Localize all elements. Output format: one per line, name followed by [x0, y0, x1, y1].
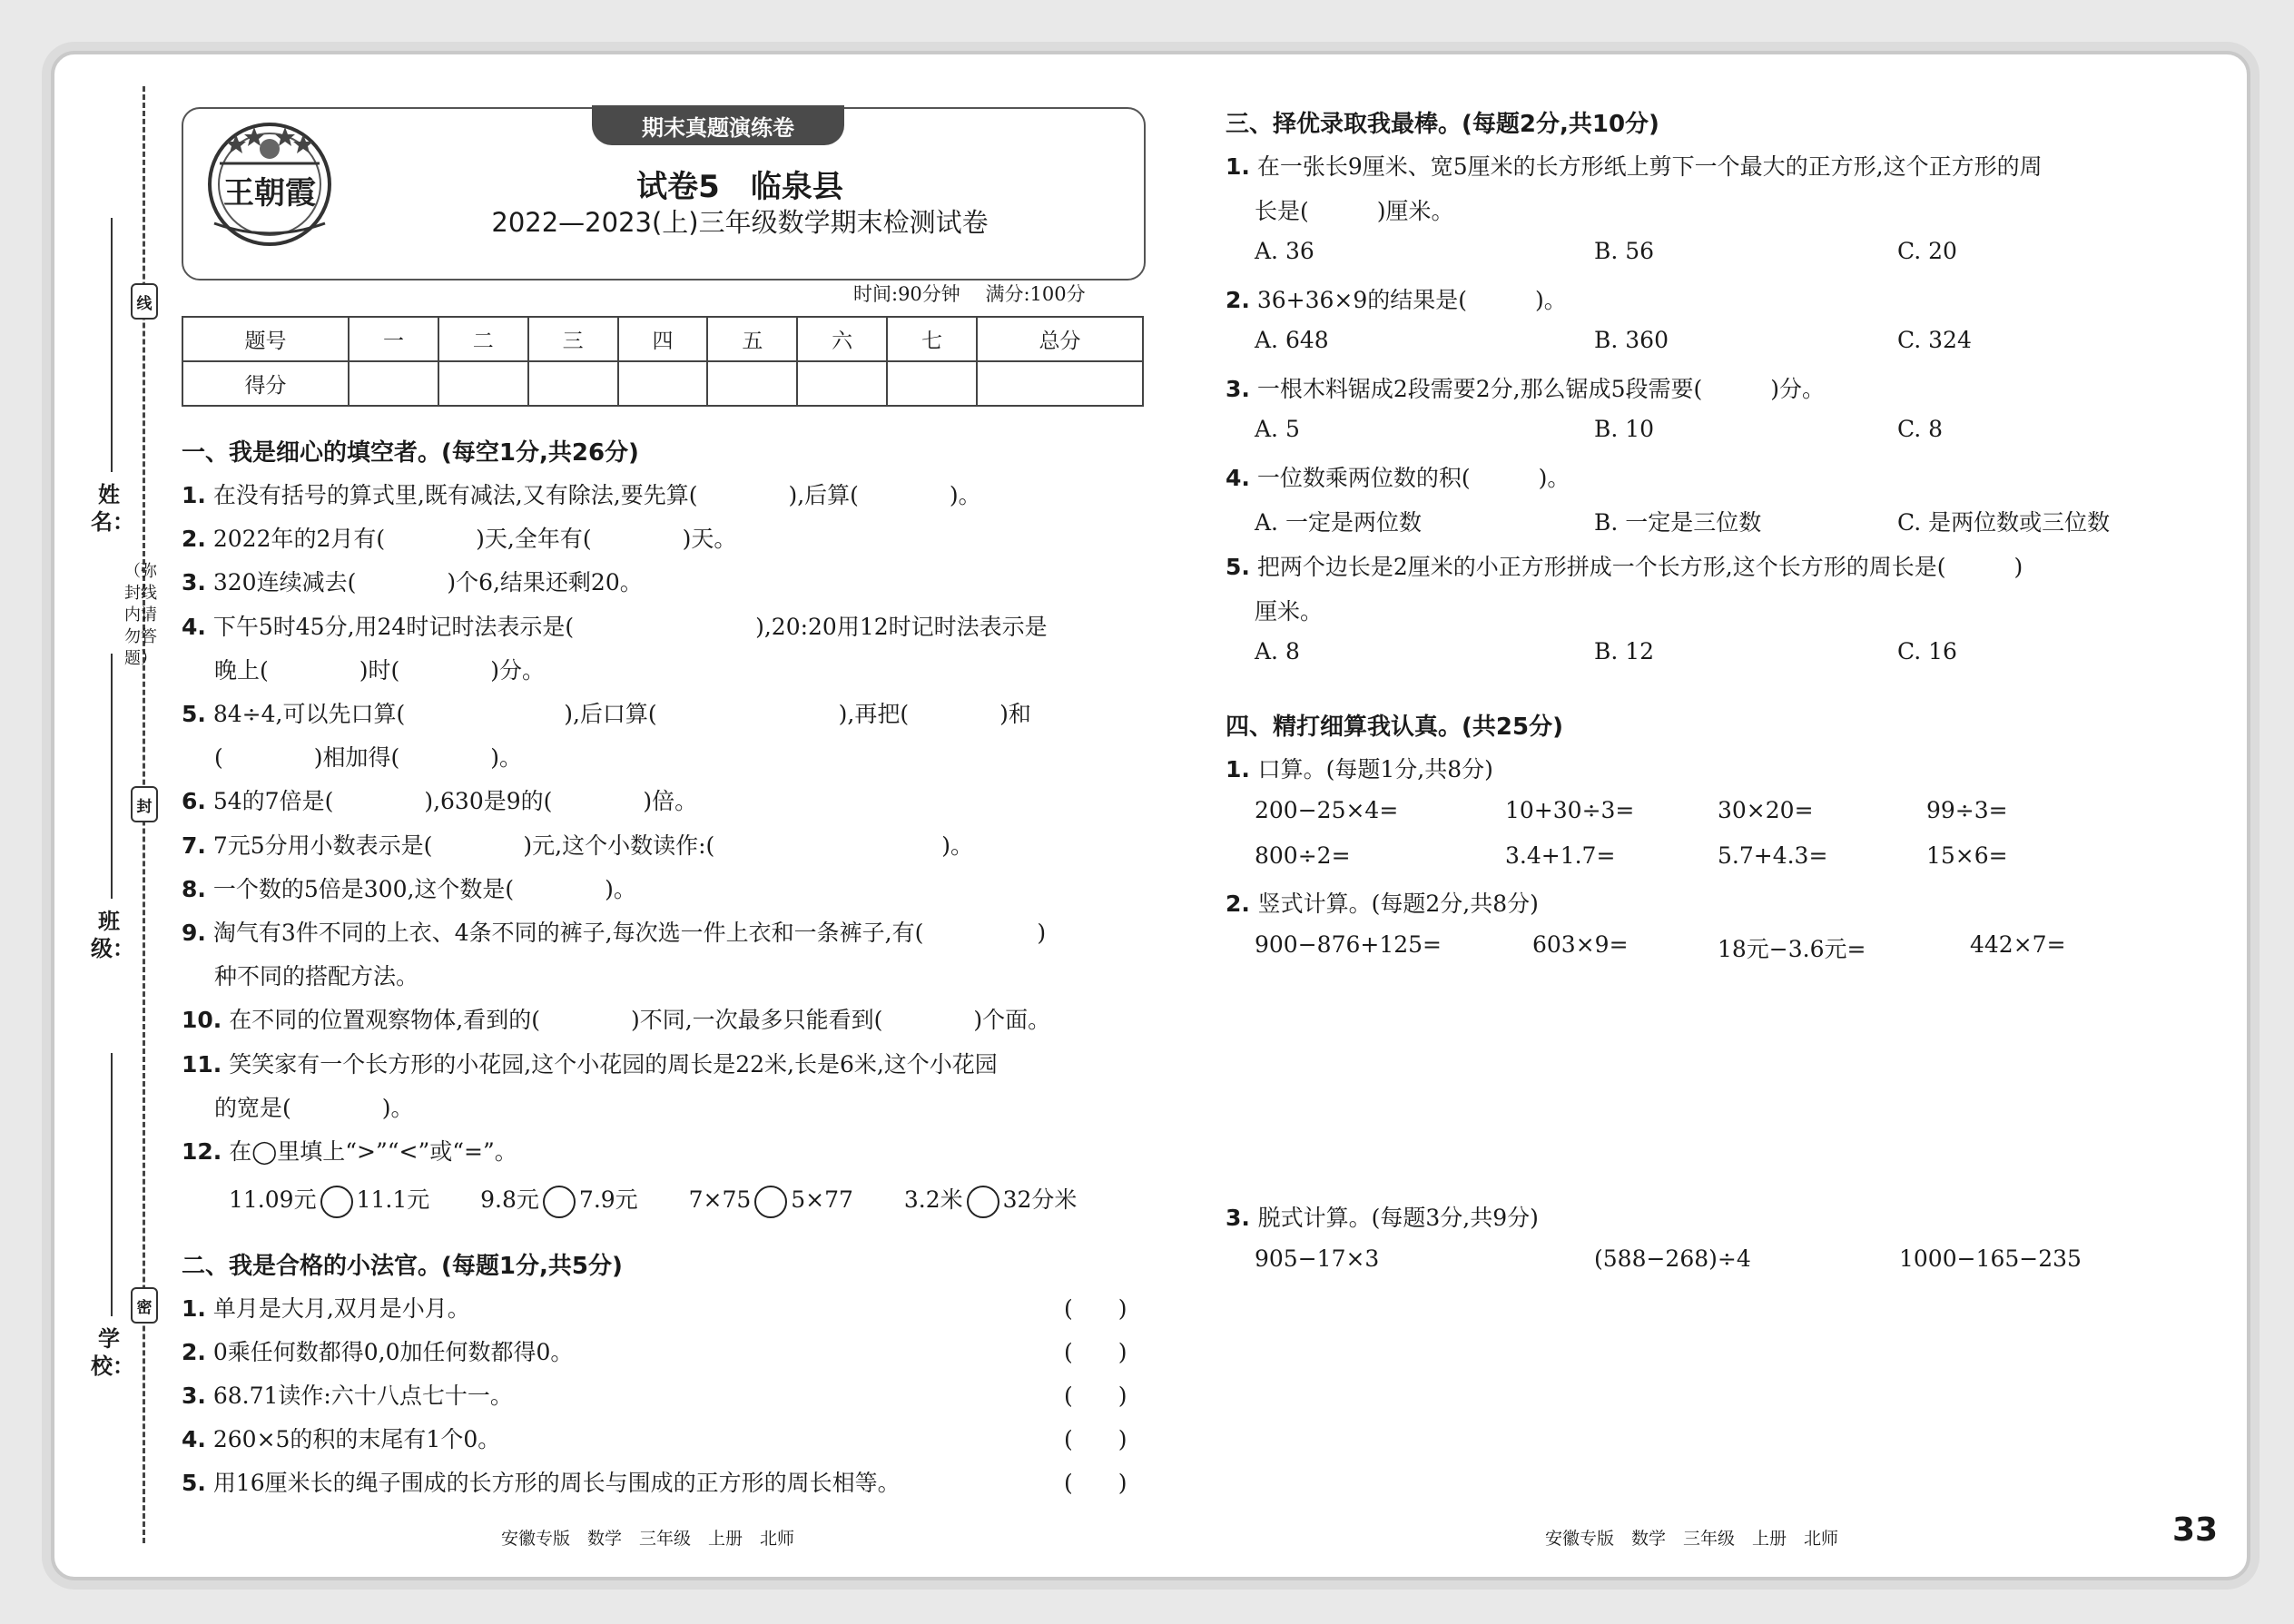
answer-bracket[interactable]: ( ) — [1064, 1295, 1127, 1322]
question-text-cont: 长是( )厘米。 — [1255, 198, 1454, 224]
fill-question-line — [214, 740, 522, 773]
stepwise-calc-item: (588−268)÷4 — [1594, 1245, 1751, 1272]
section1-heading: 一、我是细心的填空者。(每空1分,共26分) — [182, 439, 639, 467]
question-text: 晚上( )时( )分。 — [214, 656, 546, 684]
question-number: 6. — [182, 788, 206, 815]
fill-question-line — [182, 1134, 517, 1166]
question-number: 5. — [182, 1470, 206, 1496]
question-text: 用16厘米长的绳子围成的长方形的周长与围成的正方形的周长相等。 — [212, 1470, 901, 1496]
question-text-cont: 厘米。 — [1255, 598, 1324, 625]
vertical-calc-title: 2. 竖式计算。(每题2分,共8分) — [1226, 891, 1539, 917]
oral-calc-item: 99÷3= — [1926, 797, 2008, 823]
compare-circle[interactable] — [754, 1186, 787, 1218]
compare-circle[interactable] — [320, 1186, 353, 1218]
question-text: 单月是大月,双月是小月。 — [212, 1295, 470, 1322]
header-banner: 期末真题演练卷 — [592, 105, 844, 145]
logo-text: 王朝霞 — [223, 175, 316, 212]
answer-bracket[interactable]: ( ) — [1064, 1470, 1127, 1496]
section4-heading: 四、精打细算我认真。(共25分) — [1226, 714, 1563, 741]
fill-question-line — [214, 1090, 414, 1123]
question-number: 5. — [1226, 554, 1250, 580]
choice-question — [1226, 149, 2043, 182]
choice-option[interactable]: B. 10 — [1594, 416, 1655, 442]
score-input[interactable] — [887, 361, 977, 406]
question-text: 下午5时45分,用24时记时法表示是( ),20:20用12时记时法表示是 — [212, 613, 1048, 640]
choice-question — [1226, 282, 1567, 315]
choice-option[interactable]: C. 8 — [1897, 416, 1944, 442]
compare-row — [229, 1182, 1077, 1218]
binding-mark-secret: 密 — [131, 1287, 158, 1324]
compare-circle[interactable] — [543, 1186, 576, 1218]
score-table — [182, 316, 1144, 407]
choice-question — [1226, 371, 1825, 404]
question-number: 1. — [1226, 153, 1250, 180]
judge-question — [182, 1334, 573, 1367]
publisher-logo — [202, 116, 338, 252]
name-label: 姓名： — [91, 482, 134, 535]
compare-right: 7.9元 — [578, 1186, 638, 1213]
score-header-row — [182, 317, 1143, 361]
question-text: 0乘任何数都得0,0加任何数都得0。 — [212, 1339, 574, 1365]
choice-question — [1226, 549, 2023, 582]
stepwise-calc-item: 1000−165−235 — [1899, 1245, 2082, 1272]
compare-left: 9.8元 — [480, 1186, 539, 1213]
question-number: 2. — [182, 1339, 206, 1365]
question-text: 在不同的位置观察物体,看到的( )不同,一次最多只能看到( )个面。 — [229, 1007, 1051, 1034]
question-text: 84÷4,可以先口算( ),后口算( ),再把( )和 — [212, 701, 1031, 727]
question-text: 的宽是( )。 — [214, 1094, 414, 1121]
score-cell: 六 — [797, 317, 887, 361]
oral-calc-item: 3.4+1.7= — [1505, 842, 1616, 869]
answer-bracket[interactable]: ( ) — [1064, 1426, 1127, 1452]
score-cell: 三 — [528, 317, 618, 361]
score-input[interactable] — [977, 361, 1143, 406]
question-text: 68.71读作:六十八点七十一。 — [212, 1383, 513, 1409]
answer-bracket[interactable]: ( ) — [1064, 1339, 1127, 1365]
score-input[interactable] — [528, 361, 618, 406]
fill-question-line — [214, 959, 418, 991]
question-text: 在一张长9厘米、宽5厘米的长方形纸上剪下一个最大的正方形,这个正方形的周 — [1256, 153, 2043, 180]
vertical-calc-item: 18元−3.6元= — [1718, 936, 1866, 962]
question-number: 4. — [1226, 465, 1250, 491]
choice-option[interactable]: B. 一定是三位数 — [1594, 509, 1762, 536]
choice-option[interactable]: A. 5 — [1255, 416, 1300, 442]
class-field[interactable] — [111, 654, 113, 899]
section2-heading: 二、我是合格的小法官。(每题1分,共5分) — [182, 1253, 623, 1280]
compare-left: 7×75 — [688, 1186, 752, 1213]
question-text: 7元5分用小数表示是( )元,这个小数读作:( )。 — [212, 832, 974, 859]
binding-mark-line: 线 — [131, 283, 158, 320]
question-text: 种不同的搭配方法。 — [214, 963, 419, 990]
score-input[interactable] — [618, 361, 708, 406]
score-cell: 二 — [438, 317, 528, 361]
name-field[interactable] — [111, 218, 113, 472]
score-cell: 四 — [618, 317, 708, 361]
fill-question-line — [182, 783, 697, 816]
choice-option[interactable]: A. 8 — [1255, 638, 1300, 664]
compare-right: 32分米 — [1002, 1186, 1078, 1213]
question-number: 4. — [182, 613, 206, 640]
exam-title: 试卷5 临泉县 — [636, 169, 843, 205]
compare-left: 11.09元 — [229, 1186, 317, 1213]
binding-mark-seal: 封 — [131, 786, 158, 822]
question-text: ( )相加得( )。 — [214, 744, 523, 772]
class-label: 班级： — [91, 909, 134, 961]
score-input[interactable] — [707, 361, 797, 406]
score-input[interactable] — [438, 361, 528, 406]
footer-right: 安徽专版 数学 三年级 上册 北师 — [1545, 1529, 1839, 1549]
question-number: 9. — [182, 920, 206, 946]
oral-calc-item: 800÷2= — [1255, 842, 1351, 869]
fill-question-line — [182, 696, 1031, 729]
choice-option[interactable]: B. 56 — [1594, 238, 1655, 264]
question-number: 3. — [182, 1383, 206, 1409]
question-number: 10. — [182, 1007, 222, 1034]
compare-left: 3.2米 — [903, 1186, 963, 1213]
question-number: 4. — [182, 1426, 206, 1452]
question-text: 320连续减去( )个6,结果还剩20。 — [212, 569, 643, 596]
oral-calc-item: 10+30÷3= — [1505, 797, 1635, 823]
score-cell: 七 — [887, 317, 977, 361]
compare-right: 11.1元 — [356, 1186, 430, 1213]
binding-note: （弥封线内请勿答题） — [124, 562, 157, 668]
question-number: 11. — [182, 1050, 222, 1078]
question-number: 2. — [1226, 287, 1250, 313]
question-number: 3. — [182, 569, 206, 596]
choice-option[interactable]: C. 是两位数或三位数 — [1897, 509, 2111, 536]
compare-circle[interactable] — [967, 1186, 999, 1218]
school-label: 学校： — [91, 1326, 134, 1379]
vertical-calc-item: 603×9= — [1532, 931, 1629, 958]
fill-question-line — [182, 1047, 998, 1079]
oral-calc-title: 1. 口算。(每题1分,共8分) — [1226, 756, 1493, 782]
fill-question-line — [182, 871, 636, 904]
question-number: 5. — [182, 701, 206, 727]
question-number: 8. — [182, 875, 206, 902]
choice-option[interactable]: C. 16 — [1897, 638, 1957, 664]
footer-left: 安徽专版 数学 三年级 上册 北师 — [501, 1529, 795, 1549]
question-number: 3. — [1226, 376, 1250, 402]
stepwise-calc-title: 3. 脱式计算。(每题3分,共9分) — [1226, 1205, 1539, 1231]
fill-question-line — [182, 1002, 1050, 1035]
choice-option[interactable]: A. 648 — [1255, 327, 1329, 353]
question-text: 36+36×9的结果是( )。 — [1256, 287, 1567, 313]
score-input[interactable] — [349, 361, 438, 406]
question-text: 2022年的2月有( )天,全年有( )天。 — [212, 526, 737, 553]
fill-question-line — [182, 521, 736, 554]
question-text: 54的7倍是( ),630是9的( )倍。 — [212, 788, 698, 815]
school-field[interactable] — [111, 1053, 113, 1316]
oral-calc-item: 30×20= — [1718, 797, 1814, 823]
choice-option[interactable]: B. 12 — [1594, 638, 1655, 664]
score-cell: 五 — [707, 317, 797, 361]
question-number: 1. — [182, 1295, 206, 1322]
question-text: 在没有括号的算式里,既有减法,又有除法,要先算( ),后算( )。 — [212, 482, 981, 508]
question-text: 淘气有3件不同的上衣、4条不同的裤子,每次选一件上衣和一条裤子,有( ) — [212, 920, 1047, 946]
score-cell: 题号 — [182, 317, 349, 361]
fill-question-line — [182, 565, 643, 597]
question-number: 12. — [182, 1138, 222, 1165]
choice-option[interactable]: C. 20 — [1897, 238, 1957, 264]
score-label: 得分 — [182, 361, 349, 406]
question-text: 一个数的5倍是300,这个数是( )。 — [212, 875, 636, 902]
judge-question — [182, 1465, 901, 1498]
choice-question — [1226, 460, 1570, 493]
vertical-calc-item: 900−876+125= — [1255, 931, 1442, 958]
question-number: 1. — [182, 482, 206, 508]
question-text: 一根木料锯成2段需要2分,那么锯成5段需要( )分。 — [1256, 376, 1826, 402]
question-text: 笑笑家有一个长方形的小花园,这个小花园的周长是22米,长是6米,这个小花园 — [229, 1050, 998, 1078]
question-number: 7. — [182, 832, 206, 859]
vertical-calc-item: 442×7= — [1970, 931, 2066, 958]
exam-subtitle: 2022—2023(上)三年级数学期末检测试卷 — [491, 207, 989, 238]
question-text: 把两个边长是2厘米的小正方形拼成一个长方形,这个长方形的周长是( ) — [1256, 554, 2023, 580]
oral-calc-item: 5.7+4.3= — [1718, 842, 1828, 869]
question-text: 一位数乘两位数的积( )。 — [1256, 465, 1570, 491]
section3-heading: 三、择优录取我最棒。(每题2分,共10分) — [1226, 111, 1659, 138]
question-text: 在◯里填上“>”“<”或“=”。 — [229, 1138, 517, 1165]
score-input[interactable] — [797, 361, 887, 406]
choice-option[interactable]: B. 360 — [1594, 327, 1669, 353]
question-text: 260×5的积的末尾有1个0。 — [212, 1426, 501, 1452]
fill-question-line — [182, 915, 1046, 948]
fill-question-line — [214, 653, 545, 685]
judge-question — [182, 1422, 500, 1454]
stepwise-calc-item: 905−17×3 — [1255, 1245, 1380, 1272]
question-number: 2. — [182, 526, 206, 553]
score-cell: 总分 — [977, 317, 1143, 361]
fill-question-line — [182, 477, 981, 510]
oral-calc-item: 15×6= — [1926, 842, 2008, 869]
fill-question-line — [182, 609, 1048, 642]
choice-option[interactable]: C. 324 — [1897, 327, 1972, 353]
oral-calc-item: 200−25×4= — [1255, 797, 1399, 823]
score-value-row — [182, 361, 1143, 406]
time-info: 时间:90分钟 满分:100分 — [853, 283, 1086, 305]
judge-question — [182, 1291, 470, 1324]
judge-question — [182, 1378, 513, 1411]
choice-option[interactable]: A. 36 — [1255, 238, 1314, 264]
compare-right: 5×77 — [791, 1186, 853, 1213]
answer-bracket[interactable]: ( ) — [1064, 1383, 1127, 1409]
fill-question-line — [182, 828, 973, 861]
page-number: 33 — [2172, 1511, 2219, 1549]
score-cell: 一 — [349, 317, 438, 361]
choice-option[interactable]: A. 一定是两位数 — [1255, 509, 1422, 536]
